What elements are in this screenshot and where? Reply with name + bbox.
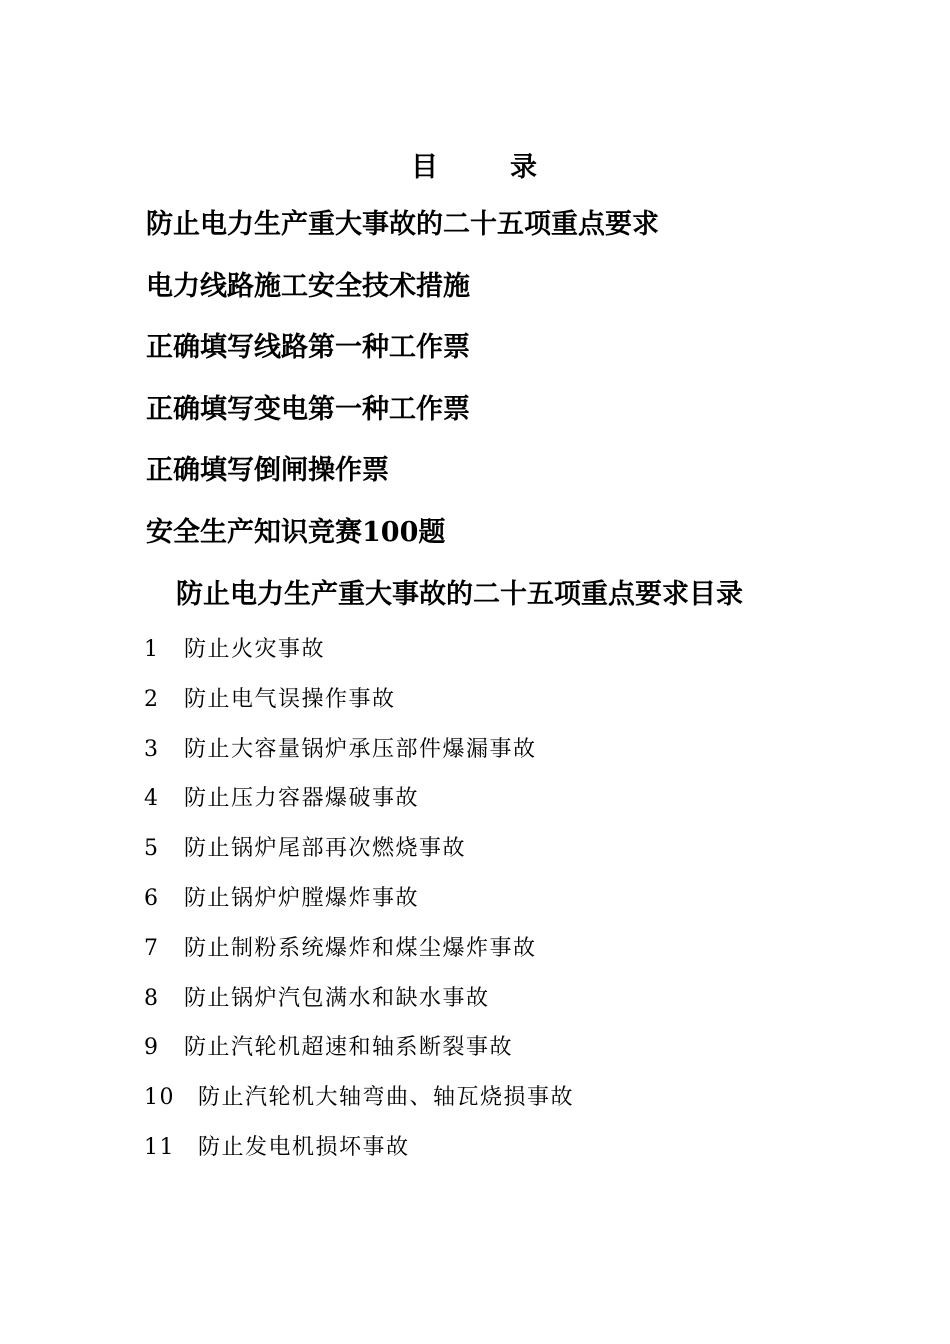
sub-item-text: 防止大容量锅炉承压部件爆漏事故 bbox=[184, 736, 537, 762]
sub-item-text: 防止锅炉炉膛爆炸事故 bbox=[184, 885, 420, 911]
sub-toc-title: 防止电力生产重大事故的二十五项重点要求目录 bbox=[176, 579, 743, 610]
main-section-item: 安全生产知识竞赛100题 bbox=[146, 516, 446, 548]
sub-item-text: 防止火灾事故 bbox=[184, 637, 326, 662]
toc-heading-char-1: 目 bbox=[411, 152, 440, 183]
sub-item-text: 防止压力容器爆破事故 bbox=[184, 786, 420, 812]
sub-item-number: 6 bbox=[144, 885, 160, 911]
sub-item-number: 2 bbox=[144, 686, 160, 712]
sub-item-number: 4 bbox=[144, 786, 160, 812]
sub-item-text: 防止锅炉尾部再次燃烧事故 bbox=[184, 836, 467, 862]
sub-item bbox=[144, 929, 574, 979]
sub-item-text: 防止发电机损坏事故 bbox=[198, 1134, 410, 1160]
main-section-item: 电力线路施工安全技术措施 bbox=[146, 270, 470, 302]
sub-item-number: 8 bbox=[144, 985, 160, 1011]
main-section-item: 正确填写变电第一种工作票 bbox=[146, 393, 470, 425]
sub-item-number: 9 bbox=[144, 1035, 160, 1061]
sub-item bbox=[144, 1028, 574, 1078]
sub-item-text: 防止电气误操作事故 bbox=[184, 686, 396, 712]
sub-item bbox=[144, 680, 574, 730]
toc-heading bbox=[0, 145, 950, 184]
sub-item-number: 3 bbox=[144, 736, 160, 762]
main-section-item: 正确填写线路第一种工作票 bbox=[146, 332, 470, 363]
sub-item-number: 10 bbox=[144, 1085, 175, 1111]
sub-item bbox=[144, 730, 574, 780]
sub-item bbox=[144, 979, 574, 1029]
main-section-list bbox=[146, 203, 659, 572]
sub-item-number: 5 bbox=[144, 836, 160, 862]
toc-heading-char-2: 录 bbox=[510, 152, 539, 183]
sub-item bbox=[144, 829, 574, 879]
sub-item-list bbox=[144, 630, 574, 1178]
main-section-item: 防止电力生产重大事故的二十五项重点要求 bbox=[146, 209, 659, 240]
sub-item-number: 7 bbox=[144, 935, 160, 961]
sub-item-text: 防止锅炉汽包满水和缺水事故 bbox=[184, 985, 490, 1011]
sub-item-number: 1 bbox=[144, 637, 160, 662]
sub-item bbox=[144, 879, 574, 929]
sub-item bbox=[144, 779, 574, 829]
sub-item-text: 防止汽轮机超速和轴系断裂事故 bbox=[184, 1035, 514, 1061]
sub-item-text: 防止制粉系统爆炸和煤尘爆炸事故 bbox=[184, 935, 537, 961]
sub-item bbox=[144, 630, 574, 680]
sub-item bbox=[144, 1128, 574, 1178]
sub-item-text: 防止汽轮机大轴弯曲、轴瓦烧损事故 bbox=[198, 1085, 575, 1111]
sub-item-number: 11 bbox=[144, 1134, 175, 1160]
sub-item bbox=[144, 1078, 574, 1128]
main-section-item: 正确填写倒闸操作票 bbox=[146, 455, 389, 486]
